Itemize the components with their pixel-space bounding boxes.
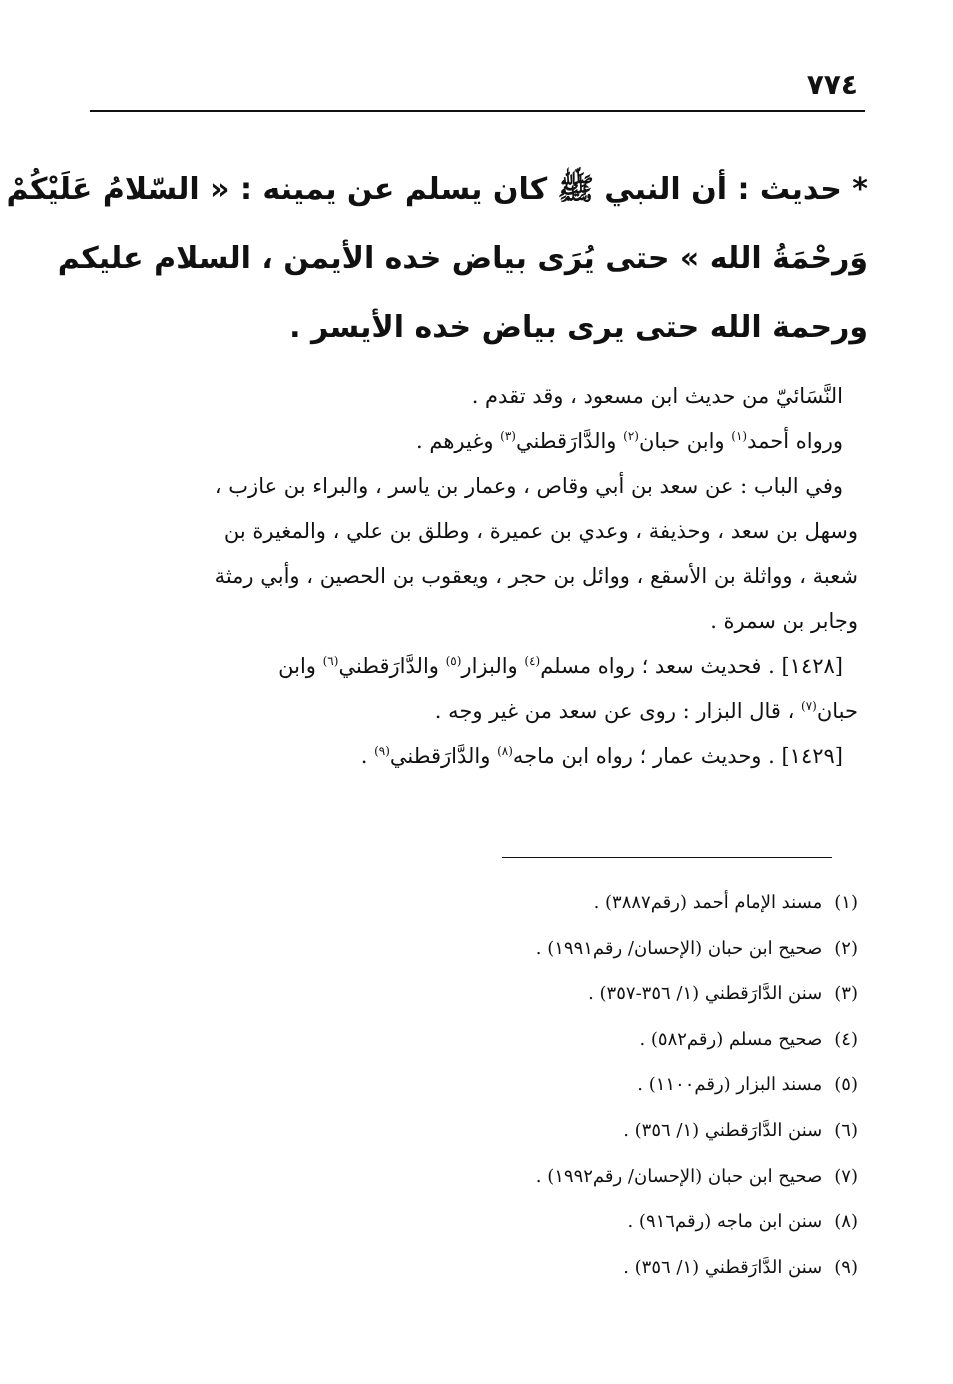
page-number: ٧٧٤ bbox=[806, 68, 858, 101]
footnote-text: مسند البزار (رقم١١٠٠) . bbox=[637, 1074, 823, 1096]
body-text-span: والدَّارَقطني bbox=[515, 429, 624, 453]
footnote-number: (٥) bbox=[834, 1074, 858, 1096]
footnote-ref: (٧) bbox=[801, 699, 817, 713]
body-line bbox=[73, 644, 843, 689]
footnote-ref: (٦) bbox=[322, 654, 339, 668]
footnote-number: (٧) bbox=[834, 1165, 858, 1187]
body-line: وفي الباب : عن سعد بن أبي وقاص ، وعمار بن ياسر ، والبراء بن عازب ، bbox=[214, 474, 843, 498]
hadith-heading bbox=[6, 155, 868, 362]
body-line bbox=[73, 689, 858, 734]
footnote-ref: (٣) bbox=[500, 429, 516, 443]
body-text-span: . bbox=[360, 744, 375, 768]
body-line bbox=[73, 734, 843, 779]
footnote-number: (٢) bbox=[834, 937, 858, 959]
footnote bbox=[358, 1062, 858, 1108]
footnotes bbox=[358, 880, 858, 1290]
footnote bbox=[358, 971, 858, 1017]
body-line bbox=[73, 419, 843, 464]
footnote-number: (٩) bbox=[834, 1256, 858, 1278]
footnote-text: صحيح ابن حبان (الإحسان/ رقم١٩٩٢) . bbox=[535, 1165, 823, 1187]
footnote bbox=[358, 926, 858, 972]
footnote-ref: (٩) bbox=[374, 744, 390, 758]
body-text-span: والبزار bbox=[461, 654, 525, 678]
hadith-line: وَرحْمَةُ الله » حتى يُرَى بياض خده الأيمن ، السلام عليكم bbox=[57, 241, 868, 276]
footnote-number: (٣) bbox=[834, 983, 858, 1005]
body-text-span: [١٤٢٨] . فحديث سعد ؛ رواه مسلم bbox=[540, 654, 843, 678]
body-text-span: وابن bbox=[278, 654, 323, 678]
body-line: وجابر بن سمرة . bbox=[710, 609, 858, 633]
body-text-span: ورواه أحمد bbox=[747, 429, 843, 453]
body-line: وسهل بن سعد ، وحذيفة ، وعدي بن عميرة ، وطلق بن علي ، والمغيرة بن bbox=[223, 519, 858, 543]
body-line: شعبة ، وواثلة بن الأسقع ، ووائل بن حجر ، ويعقوب بن الحصين ، وأبي رمثة bbox=[214, 564, 858, 588]
footnote-ref: (٨) bbox=[497, 744, 513, 758]
footnote-number: (٦) bbox=[834, 1119, 858, 1141]
body-text-span: [١٤٢٩] . وحديث عمار ؛ رواه ابن ماجه bbox=[512, 744, 843, 768]
footnote-ref: (١) bbox=[731, 429, 748, 443]
footnote-text: سنن الدَّارَقطني (١/ ٣٥٦-٣٥٧) . bbox=[588, 983, 823, 1005]
footnote-number: (٨) bbox=[834, 1211, 858, 1233]
body-text-span: حبان bbox=[816, 699, 858, 723]
body-text-span: وابن حبان bbox=[638, 429, 732, 453]
footnote-text: سنن ابن ماجه (رقم٩١٦) . bbox=[627, 1211, 823, 1233]
footnote-ref: (٤) bbox=[524, 654, 541, 668]
footnote-ref: (٢) bbox=[623, 429, 639, 443]
footnote-text: صحيح ابن حبان (الإحسان/ رقم١٩٩١) . bbox=[535, 937, 823, 959]
footnote bbox=[358, 1245, 858, 1291]
header-rule bbox=[90, 110, 865, 112]
footnote-number: (١) bbox=[834, 892, 858, 913]
footnote-separator bbox=[502, 857, 832, 858]
body-text-span: ، قال البزار : روى عن سعد من غير وجه . bbox=[434, 699, 802, 723]
hadith-line: * حديث : أن النبي ﷺ كان يسلم عن يمينه : « السّلامُ عَلَيْكُمْ bbox=[6, 172, 868, 207]
footnote-text: سنن الدَّارَقطني (١/ ٣٥٦) . bbox=[623, 1119, 823, 1141]
footnote bbox=[358, 1108, 858, 1154]
body-text bbox=[73, 374, 858, 779]
body-text-span: وغيرهم . bbox=[416, 429, 501, 453]
footnote-text: مسند الإمام أحمد (رقم٣٨٨٧) . bbox=[593, 892, 823, 913]
footnote-ref: (٥) bbox=[445, 654, 462, 668]
hadith-line: ورحمة الله حتى يرى بياض خده الأيسر . bbox=[289, 310, 868, 345]
footnote bbox=[358, 1017, 858, 1063]
body-text-span: والدَّارَقطني bbox=[389, 744, 498, 768]
footnote bbox=[358, 1154, 858, 1200]
footnote-text: صحيح مسلم (رقم٥٨٢) . bbox=[639, 1028, 823, 1050]
footnote bbox=[358, 880, 858, 926]
footnote bbox=[358, 1199, 858, 1245]
footnote-text: سنن الدَّارَقطني (١/ ٣٥٦) . bbox=[623, 1256, 823, 1278]
footnote-number: (٤) bbox=[834, 1028, 858, 1050]
body-text-span: والدَّارَقطني bbox=[338, 654, 446, 678]
body-line: النَّسَائيّ من حديث ابن مسعود ، وقد تقدم . bbox=[471, 384, 843, 408]
